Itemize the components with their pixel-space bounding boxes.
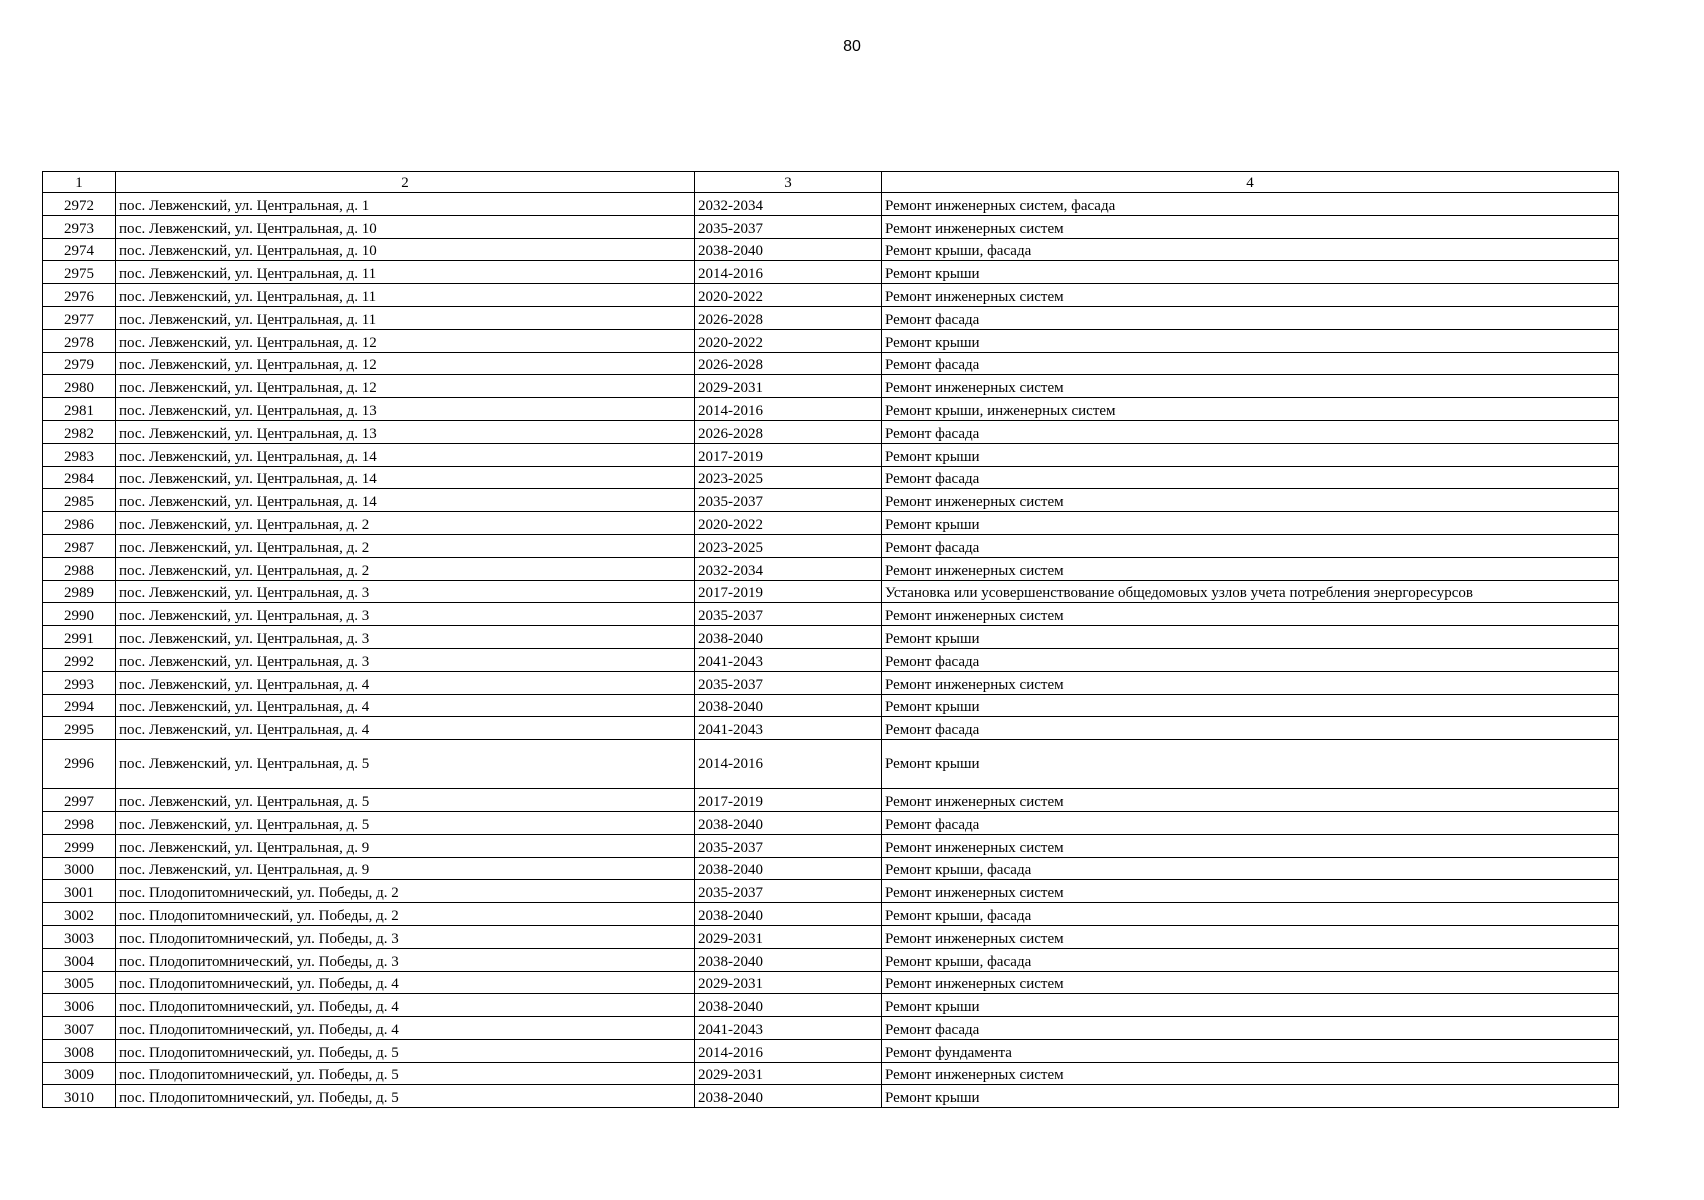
work-type-cell: Ремонт инженерных систем <box>882 671 1619 694</box>
table-row <box>43 398 1619 421</box>
work-type-cell: Ремонт инженерных систем <box>882 557 1619 580</box>
address-cell: пос. Левженский, ул. Центральная, д. 3 <box>116 626 695 649</box>
table-row <box>43 694 1619 717</box>
address-cell: пос. Плодопитомнический, ул. Победы, д. 3 <box>116 925 695 948</box>
address-cell: пос. Левженский, ул. Центральная, д. 12 <box>116 375 695 398</box>
table-row <box>43 994 1619 1017</box>
period-cell: 2026-2028 <box>695 420 882 443</box>
row-number-cell: 2990 <box>43 603 116 626</box>
work-type-cell: Ремонт крыши <box>882 329 1619 352</box>
period-cell: 2032-2034 <box>695 193 882 216</box>
period-cell: 2041-2043 <box>695 1017 882 1040</box>
address-cell: пос. Плодопитомнический, ул. Победы, д. 5 <box>116 1039 695 1062</box>
row-number-cell: 3010 <box>43 1085 116 1108</box>
header-cell-work-type: 4 <box>882 172 1619 193</box>
work-type-cell: Ремонт инженерных систем <box>882 880 1619 903</box>
table-row <box>43 352 1619 375</box>
work-type-cell: Ремонт крыши <box>882 626 1619 649</box>
period-cell: 2032-2034 <box>695 557 882 580</box>
work-type-cell: Ремонт крыши, фасада <box>882 857 1619 880</box>
header-cell-number: 1 <box>43 172 116 193</box>
work-type-cell: Ремонт инженерных систем, фасада <box>882 193 1619 216</box>
address-cell: пос. Левженский, ул. Центральная, д. 5 <box>116 811 695 834</box>
row-number-cell: 2980 <box>43 375 116 398</box>
table-row <box>43 948 1619 971</box>
table-row <box>43 215 1619 238</box>
row-number-cell: 3000 <box>43 857 116 880</box>
row-number-cell: 2982 <box>43 420 116 443</box>
address-cell: пос. Левженский, ул. Центральная, д. 3 <box>116 580 695 603</box>
address-cell: пос. Плодопитомнический, ул. Победы, д. 5 <box>116 1085 695 1108</box>
address-cell: пос. Левженский, ул. Центральная, д. 2 <box>116 512 695 535</box>
period-cell: 2017-2019 <box>695 580 882 603</box>
period-cell: 2035-2037 <box>695 603 882 626</box>
row-number-cell: 2973 <box>43 215 116 238</box>
table-row <box>43 329 1619 352</box>
row-number-cell: 2981 <box>43 398 116 421</box>
period-cell: 2029-2031 <box>695 925 882 948</box>
row-number-cell: 2978 <box>43 329 116 352</box>
work-type-cell: Ремонт крыши <box>882 1085 1619 1108</box>
table-row <box>43 284 1619 307</box>
work-type-cell: Ремонт инженерных систем <box>882 489 1619 512</box>
table-row <box>43 534 1619 557</box>
work-type-cell: Ремонт фасада <box>882 352 1619 375</box>
period-cell: 2023-2025 <box>695 534 882 557</box>
period-cell: 2038-2040 <box>695 857 882 880</box>
row-number-cell: 2992 <box>43 648 116 671</box>
row-number-cell: 2979 <box>43 352 116 375</box>
period-cell: 2020-2022 <box>695 512 882 535</box>
period-cell: 2038-2040 <box>695 238 882 261</box>
work-type-cell: Ремонт инженерных систем <box>882 215 1619 238</box>
table-row <box>43 466 1619 489</box>
table-row <box>43 238 1619 261</box>
address-cell: пос. Плодопитомнический, ул. Победы, д. 4 <box>116 1017 695 1040</box>
table-row <box>43 648 1619 671</box>
period-cell: 2035-2037 <box>695 880 882 903</box>
row-number-cell: 3003 <box>43 925 116 948</box>
work-type-cell: Ремонт крыши <box>882 694 1619 717</box>
period-cell: 2029-2031 <box>695 1062 882 1085</box>
work-type-cell: Ремонт инженерных систем <box>882 971 1619 994</box>
table-row <box>43 1062 1619 1085</box>
work-type-cell: Ремонт крыши, фасада <box>882 238 1619 261</box>
table-row <box>43 925 1619 948</box>
period-cell: 2035-2037 <box>695 215 882 238</box>
period-cell: 2029-2031 <box>695 375 882 398</box>
work-type-cell: Ремонт инженерных систем <box>882 834 1619 857</box>
repair-schedule-table <box>42 171 1619 1108</box>
row-number-cell: 3004 <box>43 948 116 971</box>
work-type-cell: Ремонт фасада <box>882 717 1619 740</box>
table-row <box>43 603 1619 626</box>
address-cell: пос. Левженский, ул. Центральная, д. 10 <box>116 238 695 261</box>
table-row <box>43 261 1619 284</box>
table-row <box>43 580 1619 603</box>
period-cell: 2020-2022 <box>695 284 882 307</box>
period-cell: 2026-2028 <box>695 306 882 329</box>
row-number-cell: 3005 <box>43 971 116 994</box>
address-cell: пос. Левженский, ул. Центральная, д. 3 <box>116 603 695 626</box>
row-number-cell: 2999 <box>43 834 116 857</box>
period-cell: 2017-2019 <box>695 443 882 466</box>
row-number-cell: 2993 <box>43 671 116 694</box>
address-cell: пос. Левженский, ул. Центральная, д. 10 <box>116 215 695 238</box>
address-cell: пос. Левженский, ул. Центральная, д. 5 <box>116 740 695 789</box>
row-number-cell: 2989 <box>43 580 116 603</box>
table-header-row <box>43 172 1619 193</box>
row-number-cell: 2995 <box>43 717 116 740</box>
work-type-cell: Ремонт инженерных систем <box>882 789 1619 812</box>
row-number-cell: 2975 <box>43 261 116 284</box>
row-number-cell: 2984 <box>43 466 116 489</box>
address-cell: пос. Левженский, ул. Центральная, д. 3 <box>116 648 695 671</box>
address-cell: пос. Плодопитомнический, ул. Победы, д. 2 <box>116 880 695 903</box>
address-cell: пос. Плодопитомнический, ул. Победы, д. 4 <box>116 994 695 1017</box>
address-cell: пос. Плодопитомнический, ул. Победы, д. 2 <box>116 903 695 926</box>
header-cell-address: 2 <box>116 172 695 193</box>
period-cell: 2038-2040 <box>695 903 882 926</box>
address-cell: пос. Плодопитомнический, ул. Победы, д. 5 <box>116 1062 695 1085</box>
table-row <box>43 880 1619 903</box>
address-cell: пос. Левженский, ул. Центральная, д. 5 <box>116 789 695 812</box>
row-number-cell: 2985 <box>43 489 116 512</box>
work-type-cell: Ремонт фасада <box>882 466 1619 489</box>
period-cell: 2014-2016 <box>695 1039 882 1062</box>
table-row <box>43 626 1619 649</box>
work-type-cell: Ремонт крыши <box>882 512 1619 535</box>
work-type-cell: Ремонт фасада <box>882 420 1619 443</box>
table-row <box>43 375 1619 398</box>
address-cell: пос. Левженский, ул. Центральная, д. 14 <box>116 443 695 466</box>
row-number-cell: 3007 <box>43 1017 116 1040</box>
row-number-cell: 2991 <box>43 626 116 649</box>
row-number-cell: 3001 <box>43 880 116 903</box>
period-cell: 2014-2016 <box>695 398 882 421</box>
address-cell: пос. Левженский, ул. Центральная, д. 2 <box>116 557 695 580</box>
period-cell: 2038-2040 <box>695 994 882 1017</box>
table-row <box>43 1039 1619 1062</box>
table-row <box>43 671 1619 694</box>
table-row <box>43 971 1619 994</box>
table-row <box>43 512 1619 535</box>
table-row <box>43 789 1619 812</box>
row-number-cell: 2994 <box>43 694 116 717</box>
row-number-cell: 2976 <box>43 284 116 307</box>
table-row <box>43 811 1619 834</box>
row-number-cell: 3008 <box>43 1039 116 1062</box>
work-type-cell: Ремонт крыши <box>882 261 1619 284</box>
work-type-cell: Ремонт фасада <box>882 648 1619 671</box>
row-number-cell: 3002 <box>43 903 116 926</box>
table-row <box>43 857 1619 880</box>
period-cell: 2041-2043 <box>695 648 882 671</box>
work-type-cell: Ремонт крыши <box>882 443 1619 466</box>
period-cell: 2029-2031 <box>695 971 882 994</box>
row-number-cell: 3009 <box>43 1062 116 1085</box>
table-row <box>43 420 1619 443</box>
work-type-cell: Ремонт крыши, фасада <box>882 903 1619 926</box>
row-number-cell: 2972 <box>43 193 116 216</box>
period-cell: 2014-2016 <box>695 261 882 284</box>
work-type-cell: Ремонт инженерных систем <box>882 603 1619 626</box>
row-number-cell: 2983 <box>43 443 116 466</box>
work-type-cell: Ремонт инженерных систем <box>882 1062 1619 1085</box>
row-number-cell: 2996 <box>43 740 116 789</box>
period-cell: 2017-2019 <box>695 789 882 812</box>
address-cell: пос. Левженский, ул. Центральная, д. 4 <box>116 694 695 717</box>
work-type-cell: Ремонт инженерных систем <box>882 925 1619 948</box>
work-type-cell: Ремонт фасада <box>882 1017 1619 1040</box>
row-number-cell: 2997 <box>43 789 116 812</box>
row-number-cell: 2974 <box>43 238 116 261</box>
address-cell: пос. Левженский, ул. Центральная, д. 4 <box>116 671 695 694</box>
table-row <box>43 1017 1619 1040</box>
row-number-cell: 2977 <box>43 306 116 329</box>
address-cell: пос. Левженский, ул. Центральная, д. 11 <box>116 284 695 307</box>
address-cell: пос. Левженский, ул. Центральная, д. 13 <box>116 398 695 421</box>
work-type-cell: Ремонт инженерных систем <box>882 375 1619 398</box>
address-cell: пос. Плодопитомнический, ул. Победы, д. 4 <box>116 971 695 994</box>
address-cell: пос. Левженский, ул. Центральная, д. 11 <box>116 261 695 284</box>
table-row <box>43 740 1619 789</box>
table-row <box>43 193 1619 216</box>
work-type-cell: Ремонт фундамента <box>882 1039 1619 1062</box>
period-cell: 2038-2040 <box>695 694 882 717</box>
work-type-cell: Ремонт инженерных систем <box>882 284 1619 307</box>
row-number-cell: 2988 <box>43 557 116 580</box>
period-cell: 2020-2022 <box>695 329 882 352</box>
work-type-cell: Установка или усовершенствование общедомовых узлов учета потребления энергоресурсов <box>882 580 1619 603</box>
row-number-cell: 3006 <box>43 994 116 1017</box>
table-row <box>43 1085 1619 1108</box>
work-type-cell: Ремонт фасада <box>882 306 1619 329</box>
period-cell: 2026-2028 <box>695 352 882 375</box>
work-type-cell: Ремонт крыши <box>882 740 1619 789</box>
address-cell: пос. Левженский, ул. Центральная, д. 12 <box>116 329 695 352</box>
header-cell-period: 3 <box>695 172 882 193</box>
table-body <box>43 172 1619 1108</box>
table-row <box>43 903 1619 926</box>
address-cell: пос. Левженский, ул. Центральная, д. 9 <box>116 857 695 880</box>
address-cell: пос. Левженский, ул. Центральная, д. 14 <box>116 466 695 489</box>
row-number-cell: 2986 <box>43 512 116 535</box>
table-row <box>43 443 1619 466</box>
address-cell: пос. Левженский, ул. Центральная, д. 12 <box>116 352 695 375</box>
work-type-cell: Ремонт крыши, фасада <box>882 948 1619 971</box>
period-cell: 2038-2040 <box>695 1085 882 1108</box>
period-cell: 2035-2037 <box>695 489 882 512</box>
address-cell: пос. Левженский, ул. Центральная, д. 13 <box>116 420 695 443</box>
page-number: 80 <box>843 38 861 55</box>
table-row <box>43 717 1619 740</box>
row-number-cell: 2998 <box>43 811 116 834</box>
period-cell: 2038-2040 <box>695 948 882 971</box>
period-cell: 2023-2025 <box>695 466 882 489</box>
table-row <box>43 306 1619 329</box>
work-type-cell: Ремонт фасада <box>882 811 1619 834</box>
period-cell: 2038-2040 <box>695 811 882 834</box>
address-cell: пос. Плодопитомнический, ул. Победы, д. 3 <box>116 948 695 971</box>
address-cell: пос. Левженский, ул. Центральная, д. 1 <box>116 193 695 216</box>
work-type-cell: Ремонт крыши, инженерных систем <box>882 398 1619 421</box>
table-row <box>43 834 1619 857</box>
period-cell: 2038-2040 <box>695 626 882 649</box>
period-cell: 2035-2037 <box>695 834 882 857</box>
work-type-cell: Ремонт фасада <box>882 534 1619 557</box>
address-cell: пос. Левженский, ул. Центральная, д. 9 <box>116 834 695 857</box>
table-row <box>43 557 1619 580</box>
address-cell: пос. Левженский, ул. Центральная, д. 2 <box>116 534 695 557</box>
work-type-cell: Ремонт крыши <box>882 994 1619 1017</box>
address-cell: пос. Левженский, ул. Центральная, д. 14 <box>116 489 695 512</box>
period-cell: 2035-2037 <box>695 671 882 694</box>
address-cell: пос. Левженский, ул. Центральная, д. 4 <box>116 717 695 740</box>
table-row <box>43 489 1619 512</box>
period-cell: 2014-2016 <box>695 740 882 789</box>
address-cell: пос. Левженский, ул. Центральная, д. 11 <box>116 306 695 329</box>
row-number-cell: 2987 <box>43 534 116 557</box>
period-cell: 2041-2043 <box>695 717 882 740</box>
